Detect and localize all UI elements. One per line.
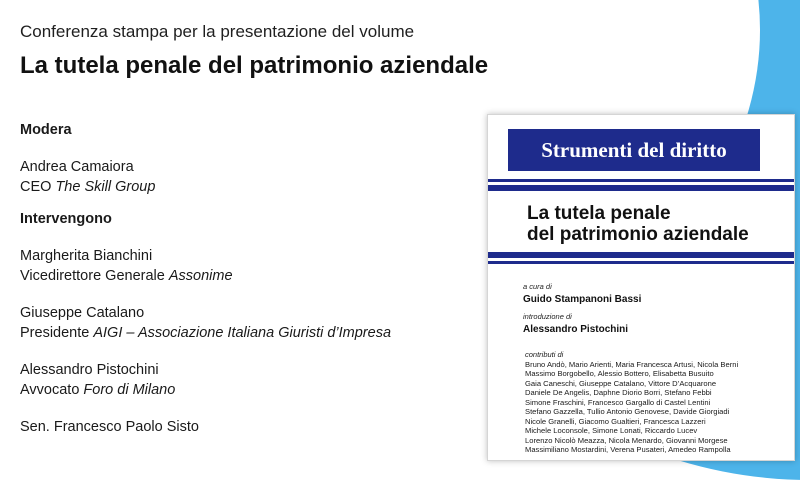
editor-label: a cura di — [523, 282, 552, 291]
speakers-label: Intervengono — [20, 211, 112, 227]
speaker-role-title: Presidente — [20, 325, 94, 341]
speaker-role-org: Assonime — [168, 268, 233, 284]
page-title: La tutela penale del patrimonio aziendale — [20, 52, 489, 79]
contributor-line: Massimiliano Mostardini, Verena Pusateri, Amedeo Rampolla — [525, 445, 731, 454]
cover-stripe — [488, 185, 794, 191]
speaker-entry — [20, 360, 480, 400]
editor-name: Guido Stampanoni Bassi — [523, 294, 642, 305]
contributor-line: Stefano Gazzella, Tullio Antonio Genovese, Davide Giorgiadi — [525, 407, 730, 416]
speaker-entry — [20, 303, 480, 343]
book-title — [527, 203, 777, 245]
contributor-line: Bruno Andò, Mario Arienti, Maria Francesca Artusi, Nicola Berni — [525, 359, 739, 369]
speaker-name: Alessandro Pistochini — [20, 362, 159, 378]
cover-stripe — [488, 252, 794, 258]
moderator-label: Modera — [20, 122, 72, 138]
speaker-name: Sen. Francesco Paolo Sisto — [20, 419, 199, 435]
contributor-line: Lorenzo Nicolò Meazza, Nicola Menardo, Giovanni Morgese — [525, 435, 728, 445]
book-cover — [487, 114, 795, 461]
speaker-name: Giuseppe Catalano — [20, 305, 145, 321]
moderator-entry — [20, 157, 480, 197]
book-title-line: La tutela penale — [527, 203, 671, 224]
speaker-role — [20, 380, 480, 400]
speaker-role-org: Foro di Milano — [83, 382, 176, 398]
intro-label: introduzione di — [523, 312, 572, 321]
moderator-role-title: CEO — [20, 179, 56, 195]
program-list — [20, 120, 480, 437]
cover-stripe — [488, 261, 794, 264]
speaker-role-title: Avvocato — [20, 382, 84, 398]
book-series-banner: Strumenti del diritto — [508, 129, 760, 171]
contributor-line: Gaia Caneschi, Giuseppe Catalano, Vittore D’Acquarone — [525, 378, 717, 388]
page-subtitle: Conferenza stampa per la presentazione del volume — [20, 22, 415, 41]
moderator-role — [20, 177, 480, 197]
speaker-role — [20, 266, 480, 286]
moderator-role-org: The Skill Group — [55, 179, 156, 195]
contributor-line: Nicole Granelli, Giacomo Gualtieri, Francesca Lazzeri — [525, 416, 706, 426]
contributor-line: Simone Fraschini, Francesco Gargallo di Castel Lentini — [525, 397, 711, 407]
cover-stripe — [488, 179, 794, 182]
book-title-line: del patrimonio aziendale — [527, 224, 749, 245]
speaker-role — [20, 323, 480, 343]
moderator-name: Andrea Camaiora — [20, 159, 134, 175]
speaker-role-title: Vicedirettore Generale — [20, 268, 169, 284]
book-credits — [523, 281, 783, 335]
speaker-entry — [20, 246, 480, 286]
speaker-role-org: AIGI – Associazione Italiana Giuristi d’Impresa — [93, 325, 392, 341]
contributor-line: Daniele De Angelis, Daphne Diorio Borri, Stefano Febbi — [525, 388, 712, 397]
contributors-label: contributi di — [525, 350, 564, 359]
speaker-name: Margherita Bianchini — [20, 248, 153, 264]
contributor-line: Michele Loconsole, Simone Lonati, Riccardo Lucev — [525, 426, 698, 435]
contributor-line: Massimo Borgobello, Alessio Bottero, Elisabetta Busuito — [525, 369, 714, 378]
book-contributors — [525, 350, 780, 455]
speaker-entry — [20, 417, 480, 437]
intro-author: Alessandro Pistochini — [523, 324, 629, 335]
